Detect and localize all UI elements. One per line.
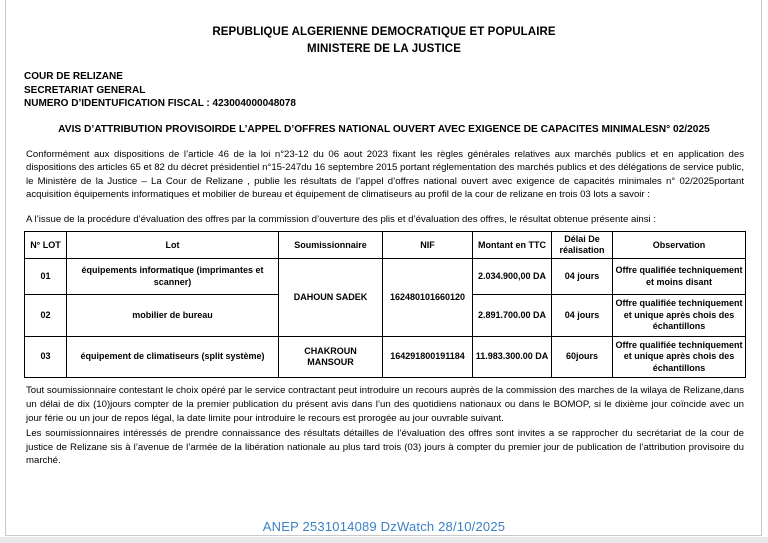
cell-lot-description: équipement de climatiseurs (split système) <box>67 336 279 378</box>
table-row <box>25 336 746 378</box>
cell-nif: 162480101660120 <box>383 259 473 337</box>
cell-amount: 2.034.900,00 DA <box>473 259 552 295</box>
cell-lot-number: 01 <box>25 259 67 295</box>
col-header-observation: Observation <box>613 232 746 259</box>
organization-fiscal-id: NUMERO D’IDENTUFICATION FISCAL : 423004000048078 <box>24 98 296 109</box>
bottom-band <box>0 537 768 543</box>
cell-bidder: CHAKROUN MANSOUR <box>279 336 383 378</box>
cell-observation: Offre qualifiée techniquement et unique après chois des échantillons <box>613 336 746 378</box>
col-header-deadline: Délai De réalisation <box>552 232 613 259</box>
col-header-nif: NIF <box>383 232 473 259</box>
cell-amount: 11.983.300.00 DA <box>473 336 552 378</box>
col-header-lot-number: N° LOT <box>25 232 67 259</box>
table-row <box>25 259 746 295</box>
cell-nif: 164291800191184 <box>383 336 473 378</box>
cell-deadline: 60jours <box>552 336 613 378</box>
cell-observation: Offre qualifiée techniquement et moins disant <box>613 259 746 295</box>
table-header-row <box>25 232 746 259</box>
cell-deadline: 04 jours <box>552 295 613 337</box>
organization-department: SECRETARIAT GENERAL <box>24 84 146 96</box>
table-lead-paragraph: A l’issue de la procédure d’évaluation des offres par la commission d’ouverture des plis et d’évaluation des offres, le résultat obtenue présente ainsi : <box>26 213 657 225</box>
organization-court: COUR DE RELIZANE <box>24 71 123 82</box>
col-header-amount: Montant en TTC <box>473 232 552 259</box>
cell-bidder: DAHOUN SADEK <box>279 259 383 337</box>
cell-lot-description: mobilier de bureau <box>67 295 279 337</box>
anep-footer: ANEP 2531014089 DzWatch 28/10/2025 <box>262 519 506 534</box>
cell-deadline: 04 jours <box>552 259 613 295</box>
header-ministry-line: MINISTERE DE LA JUSTICE <box>307 43 461 55</box>
appeal-paragraph: Tout soumissionnaire contestant le choix opéré par le service contractant peut introduire un recours auprès de la commission des marches de la wilaya de Relizane,dans un délai de dix (10)jours compter de la premier publication du présent avis dans l’un des quotidiens nationaux ou dans le BOMOP, si le dixième jour coïncide avec un jour férie ou un jour de repos légal, la date limite pour introduire le recours est prorogée au jour ouvrable suivant. <box>26 385 744 424</box>
cell-amount: 2.891.700.00 DA <box>473 295 552 337</box>
results-table <box>24 231 746 378</box>
col-header-lot: Lot <box>67 232 279 259</box>
information-paragraph: Les soumissionnaires intéressés de prendre connaissance des résultats détailles de l’évaluation des offres sont invites a se rapprocher du secrétariat de la cour de justice de Relizane sis à l’avenue de l’armée de la libération nationale au plus tard trois (03) jours à compter du premier jour de publication de l’attribution provisoire du marché. <box>26 428 744 467</box>
organization-block <box>24 70 768 111</box>
notice-title: AVIS D’ATTRIBUTION PROVISOIRDE L’APPEL D’OFFRES NATIONAL OUVERT AVEC EXIGENCE DE CAPACITES MINIMALESN° 02/2025 <box>58 123 710 135</box>
cell-lot-description: équipements informatique (imprimantes et scanner) <box>67 259 279 295</box>
cell-lot-number: 02 <box>25 295 67 337</box>
cell-observation: Offre qualifiée techniquement et unique après chois des échantillons <box>613 295 746 337</box>
intro-paragraph: Conformément aux dispositions de l’article 46 de la loi n°23-12 du 06 aout 2023 fixant les règles générales relatives aux marchés publics et en application des dispositions des articles 65 et 82 du décret présidentiel n°15-247du 16 septembre 2015 portant réglementation des marchés publics et des délégations de service public, le Ministère de la Justice – La Cour de Relizane , publie les résultats de l’appel d’offres national ouvert avec exigence de capacités minimales n° 02/2025portant acquisition équipements informatiques et mobilier de bureau et équipement de climatiseurs au profil de la cour de relizane en trois 03 lots a savoir : <box>26 148 744 201</box>
cell-lot-number: 03 <box>25 336 67 378</box>
col-header-bidder: Soumissionnaire <box>279 232 383 259</box>
header-republic-line: REPUBLIQUE ALGERIENNE DEMOCRATIQUE ET POPULAIRE <box>212 26 556 38</box>
